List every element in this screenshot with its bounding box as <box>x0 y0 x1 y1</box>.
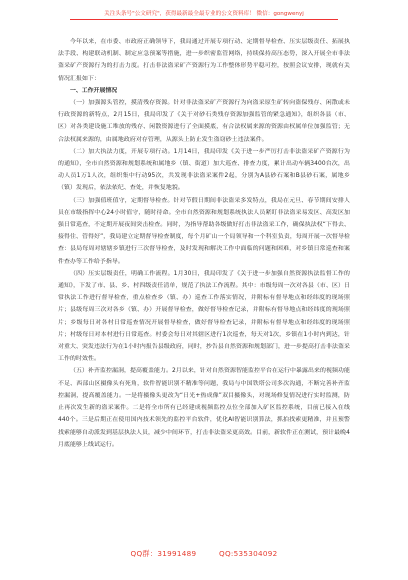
intro-paragraph: 今年以来，在市委、市政府正确领导下，我局通过开展专项行动、定期督导检查、压实层级责任、拓展执法手段、构建联动机制、制定应急预案等措施，进一步织密监管网络，持续保持高压态势，深入开展全市非法盗采矿产资源行为的打击力度。打击非法盗采矿产资源行为工作整体形势平稳可控，按照会议安排，现就有关情况汇报如下： <box>58 39 350 82</box>
document-body <box>58 36 350 451</box>
promo-banner: 关注头条号"公文研究"，获得最新最全最专业的公文资料库！ 微信：gongwenyj <box>70 9 338 20</box>
body-paragraph-4: （四）压实层级责任，明确工作流程。1月30日，我局印发了《关于进一步加强自然资源执法监督工作的通知》，下发了市、县、乡、村四级责任清单，规范了执法工作流程。其中：市级每周一次对各县（市、区）日常执法工作进行督导检查，重点检查乡（镇、办）巡查工作落实情况，并附标有督导地点和经纬度的现场照片；县级每周三次对各乡（镇、办）开展督导检查，做好督导检查记录，并附标有督导地点和经纬度的现场照片；乡级每日对各村日常巡查情况开展督导检查，做好督导检查记录，并附标有督导地点和经纬度的现场照片；村级每日对本村进行日常巡查。村委会每日对其辖区进行1次巡查，每天对1次，乡镇在1小时内到达，针对重大、突发违法行为在1小时内报告县级政府，同时，抄告县自然资源和规划部门，进一步提高打击非法盗采工作的时效性。 <box>58 270 350 363</box>
section-heading: 一、工作开展情况 <box>70 87 118 94</box>
body-paragraph-3: （三）加强值班值守，定期督导检查。针对节假日期间非法盗采多发特点，我局在元旦、春节期间安排人员在市级指挥中心24小时值守，随时待命。全市自然资源和规划系统执法人员紧盯非法盗采易发区、高发区加强日常巡查，不定期开展夜间突击检查。同时，为指导帮助各级做好打击非法盗采工作，确保执法权“下得去、接得住、管得好”，我局建立定期督导检查制度，每个月矿山一个局领导和一个科室负责，每周开展一次督导检查：县局每周对辖辖乡镇进行三次督导检查，及时发现和解决工作中面临的问题和困难，对乡镇日常巡查和案件查办等工作给予指导。 <box>58 197 350 265</box>
qq-group-text: QQ群：31991489 <box>130 549 197 558</box>
qq-text: QQ:535304092 <box>218 549 278 558</box>
body-paragraph-2: （二）加大执法力度，开展专项行动。1月14日，我局印发《关于进一步严厉打击非法盗采矿产资源行为的通知》，全市自然资源和规划系统和属地乡（镇、街道）加大巡查、排查力度，累计出动车辆3400台次，出动人员1万1人次，组织集中行动95次，共发现非法盗采案件2起，分别为A县砂石案和B县砂石案，属地乡（镇）发现后，依法依纪、查处，并恢复地貌。 <box>58 148 350 192</box>
body-paragraph-5: （五）补齐监控漏洞，提高覆盖能力。2月以来，针对自然资源智能监控平台在运行中暴露出来的视频功能不足、西部山区摄像头有死角，软件智能识别不精准等问题，我局与中国铁塔公司多次沟通，不断完善补齐监控漏洞，提高覆盖能力。一是将摄像头更改为“日光+热成像”双目摄像头，对现场修复情况进行实时监测，防止再次发生新的盗采案件。二是将全市所有已经建成视频监控点位全部加入矿区监控系统，目前已接入在线440个。三是后期正在使用国内技术领先的监控平台软件，优化AI智能识别算法，抓拍找索更精准，并且预警找索能够自动派发到基层执法人员，减少中间环节，打击非法盗采更高效。目前，新软件正在测试，预计最晚4月底能够上线试运行。 <box>58 368 350 448</box>
body-paragraph-1: （一）加强源头管控，摸清残存资源。针对非法盗采矿产资源行为向盗采原生矿转向盗保残存、闲散或未行政资源的新特点，2月15日，我局印发了《关于对砂石类残存资源加强监管的紧急通知》，组织各县（市、区）对各类建设施工堆放的残存、闲散资源进行了全面摸底，有合法权属来源的资源由权属单位加强监管；无合法权属来源的，由属地政府对存管理，从源头上防止发生盗窃砂土违法案件。 <box>58 100 350 143</box>
contact-footer <box>0 549 408 559</box>
